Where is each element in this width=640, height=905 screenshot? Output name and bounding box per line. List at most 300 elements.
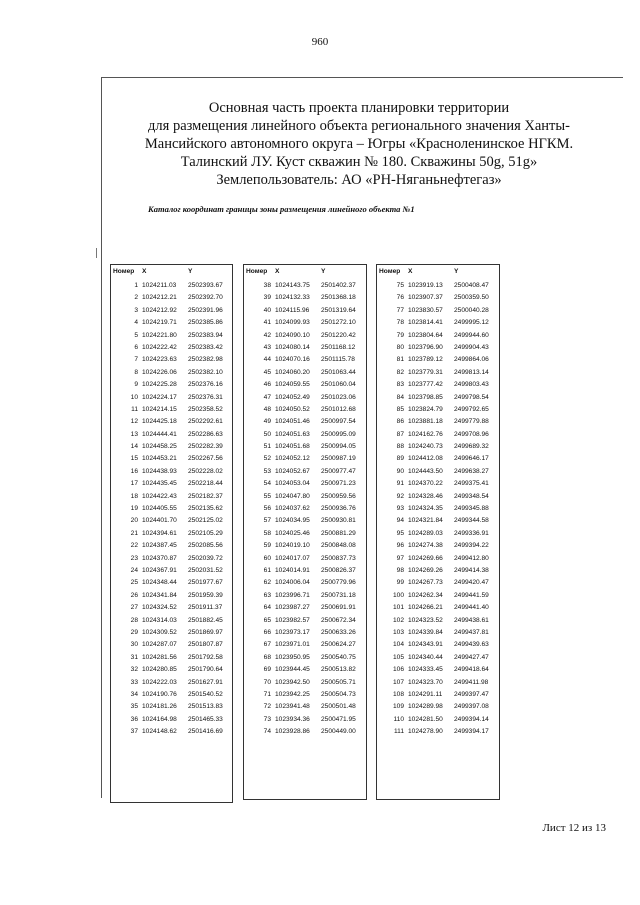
x-coordinate: 1024458.25 <box>142 443 177 451</box>
y-coordinate: 2502031.52 <box>188 566 223 574</box>
x-coordinate: 1024115.96 <box>275 306 310 314</box>
table-row <box>244 466 366 478</box>
point-number: 38 <box>263 282 271 289</box>
table-row <box>377 478 499 490</box>
table-row <box>377 429 499 441</box>
point-number: 82 <box>396 368 404 376</box>
y-coordinate: 2499438.61 <box>454 616 489 624</box>
x-coordinate: 1024405.55 <box>142 505 177 513</box>
x-coordinate: 1024341.84 <box>142 591 177 599</box>
table-row <box>244 577 366 589</box>
margin-tick <box>96 248 97 258</box>
x-coordinate: 1024370.22 <box>408 480 443 488</box>
point-number: 44 <box>263 356 271 364</box>
y-coordinate: 2502382.10 <box>188 368 223 376</box>
y-coordinate: 2499638.27 <box>454 467 489 475</box>
header-number: Номер <box>246 268 268 275</box>
x-coordinate: 1023987.27 <box>275 604 310 612</box>
y-coordinate: 2500731.18 <box>321 591 356 599</box>
table-row <box>377 292 499 304</box>
x-coordinate: 1023798.85 <box>408 393 443 401</box>
title-line: Мансийского автономного округа – Югры «Красноленинское НГКМ. <box>144 136 574 152</box>
y-coordinate: 2499375.41 <box>454 480 489 488</box>
table-row <box>111 553 232 565</box>
x-coordinate: 1024070.16 <box>275 356 310 364</box>
x-coordinate: 1024323.52 <box>408 616 443 624</box>
y-coordinate: 2502135.62 <box>188 505 223 513</box>
y-coordinate: 2502267.56 <box>188 455 223 463</box>
table-row <box>111 441 232 453</box>
table-row <box>377 392 499 404</box>
point-number: 27 <box>130 604 138 612</box>
x-coordinate: 1024453.21 <box>142 455 177 463</box>
table-row <box>377 330 499 342</box>
y-coordinate: 2502182.37 <box>188 492 223 500</box>
y-coordinate: 2501272.10 <box>321 319 356 327</box>
y-coordinate: 2502039.72 <box>188 554 223 562</box>
table-row <box>111 565 232 577</box>
table-row <box>244 627 366 639</box>
table-row <box>244 602 366 614</box>
x-coordinate: 1024262.34 <box>408 591 443 599</box>
point-number: 10 <box>130 393 138 401</box>
y-coordinate: 2499792.65 <box>454 405 489 413</box>
x-coordinate: 1024281.56 <box>142 653 177 661</box>
point-number: 62 <box>263 579 271 587</box>
y-coordinate: 2499646.17 <box>454 455 489 463</box>
point-number: 65 <box>263 616 271 624</box>
x-coordinate: 1024050.52 <box>275 405 310 413</box>
point-number: 85 <box>396 405 404 413</box>
y-coordinate: 2499418.64 <box>454 666 489 674</box>
table-row <box>244 392 366 404</box>
table-row <box>377 553 499 565</box>
x-coordinate: 1024281.50 <box>408 715 443 723</box>
point-number: 11 <box>131 405 138 413</box>
table-row <box>111 317 232 329</box>
sheet-label: Лист 12 из 13 <box>542 822 606 834</box>
x-coordinate: 1023934.36 <box>275 715 310 723</box>
point-number: 86 <box>396 418 404 426</box>
point-number: 8 <box>134 368 138 376</box>
y-coordinate: 2499427.47 <box>454 653 489 661</box>
x-coordinate: 1024190.76 <box>142 690 177 698</box>
x-coordinate: 1023996.71 <box>275 591 310 599</box>
x-coordinate: 1023919.13 <box>408 282 443 289</box>
point-number: 88 <box>396 443 404 451</box>
point-number: 46 <box>263 381 271 389</box>
y-coordinate: 2500633.26 <box>321 628 356 636</box>
y-coordinate: 2499708.96 <box>454 430 489 438</box>
point-number: 17 <box>130 480 138 488</box>
x-coordinate: 1024333.45 <box>408 666 443 674</box>
y-coordinate: 2499995.12 <box>454 319 489 327</box>
x-coordinate: 1024370.87 <box>142 554 177 562</box>
point-number: 61 <box>263 566 271 574</box>
point-number: 89 <box>396 455 404 463</box>
x-coordinate: 1024052.12 <box>275 455 310 463</box>
y-coordinate: 2501513.83 <box>188 703 223 711</box>
table-row <box>111 677 232 689</box>
y-coordinate: 2500848.08 <box>321 542 356 550</box>
point-number: 24 <box>130 566 138 574</box>
x-coordinate: 1024321.84 <box>408 517 443 525</box>
x-coordinate: 1023942.50 <box>275 678 310 686</box>
x-coordinate: 1024222.03 <box>142 678 177 686</box>
table-row <box>111 367 232 379</box>
x-coordinate: 1024387.45 <box>142 542 177 550</box>
point-number: 71 <box>263 690 271 698</box>
table-row <box>244 317 366 329</box>
point-number: 55 <box>263 492 271 500</box>
table-row <box>244 342 366 354</box>
table-row <box>377 540 499 552</box>
x-coordinate: 1024037.62 <box>275 505 310 513</box>
y-coordinate: 2500504.73 <box>321 690 356 698</box>
x-coordinate: 1023830.57 <box>408 306 443 314</box>
table-row <box>244 367 366 379</box>
table-row <box>244 404 366 416</box>
table-row <box>377 639 499 651</box>
y-coordinate: 2502125.02 <box>188 517 223 525</box>
y-coordinate: 2499420.47 <box>454 579 489 587</box>
table-body <box>244 279 366 738</box>
x-coordinate: 1024212.92 <box>142 306 177 314</box>
y-coordinate: 2499439.63 <box>454 641 489 649</box>
point-number: 72 <box>263 703 271 711</box>
x-coordinate: 1024226.06 <box>142 368 177 376</box>
point-number: 22 <box>130 542 138 550</box>
point-number: 43 <box>263 343 271 351</box>
point-number: 29 <box>130 628 138 636</box>
table-row <box>111 726 232 738</box>
x-coordinate: 1024053.04 <box>275 480 310 488</box>
point-number: 109 <box>392 703 404 711</box>
x-coordinate: 1024224.17 <box>142 393 177 401</box>
point-number: 97 <box>396 554 404 562</box>
x-coordinate: 1023928.86 <box>275 728 310 736</box>
point-number: 60 <box>263 554 271 562</box>
page-number: 960 <box>311 36 329 48</box>
header-x: X <box>142 268 147 275</box>
point-number: 105 <box>392 653 404 661</box>
x-coordinate: 1024162.76 <box>408 430 443 438</box>
point-number: 78 <box>396 319 404 327</box>
table-row <box>111 503 232 515</box>
point-number: 9 <box>134 381 138 389</box>
point-number: 42 <box>263 331 271 339</box>
point-number: 106 <box>392 666 404 674</box>
table-row <box>244 590 366 602</box>
y-coordinate: 2502385.86 <box>188 319 223 327</box>
y-coordinate: 2499345.88 <box>454 505 489 513</box>
point-number: 95 <box>396 529 404 537</box>
x-coordinate: 1023779.31 <box>408 368 443 376</box>
y-coordinate: 2499344.58 <box>454 517 489 525</box>
table-row <box>244 453 366 465</box>
point-number: 23 <box>130 554 138 562</box>
x-coordinate: 1024314.03 <box>142 616 177 624</box>
point-number: 57 <box>263 517 271 525</box>
y-coordinate: 2502358.52 <box>188 405 223 413</box>
point-number: 75 <box>396 282 404 289</box>
x-coordinate: 1024221.80 <box>142 331 177 339</box>
point-number: 68 <box>263 653 271 661</box>
point-number: 49 <box>263 418 271 426</box>
y-coordinate: 2500540.75 <box>321 653 356 661</box>
table-row <box>244 379 366 391</box>
x-coordinate: 1023796.90 <box>408 343 443 351</box>
point-number: 13 <box>130 430 138 438</box>
x-coordinate: 1024267.73 <box>408 579 443 587</box>
table-row <box>377 280 499 292</box>
point-number: 15 <box>130 455 138 463</box>
point-number: 100 <box>392 591 404 599</box>
x-coordinate: 1023804.64 <box>408 331 443 339</box>
point-number: 59 <box>263 542 271 550</box>
y-coordinate: 2501402.37 <box>321 282 356 289</box>
x-coordinate: 1024059.55 <box>275 381 310 389</box>
y-coordinate: 2499397.08 <box>454 703 489 711</box>
x-coordinate: 1024323.70 <box>408 678 443 686</box>
table-row <box>377 305 499 317</box>
y-coordinate: 2502085.56 <box>188 542 223 550</box>
point-number: 63 <box>263 591 271 599</box>
x-coordinate: 1024309.52 <box>142 628 177 636</box>
x-coordinate: 1023944.45 <box>275 666 310 674</box>
table-row <box>244 305 366 317</box>
x-coordinate: 1024025.46 <box>275 529 310 537</box>
y-coordinate: 2500930.81 <box>321 517 356 525</box>
table-row <box>111 491 232 503</box>
table-row <box>111 664 232 676</box>
table-row <box>244 664 366 676</box>
y-coordinate: 2499944.60 <box>454 331 489 339</box>
table-row <box>244 639 366 651</box>
y-coordinate: 2499437.81 <box>454 628 489 636</box>
table-row <box>377 677 499 689</box>
y-coordinate: 2502383.42 <box>188 343 223 351</box>
x-coordinate: 1024340.44 <box>408 653 443 661</box>
point-number: 76 <box>396 294 404 302</box>
y-coordinate: 2502376.16 <box>188 381 223 389</box>
table-row <box>111 280 232 292</box>
point-number: 41 <box>263 319 271 327</box>
table-header <box>377 265 499 279</box>
y-coordinate: 2501911.37 <box>188 604 223 612</box>
x-coordinate: 1024287.07 <box>142 641 177 649</box>
y-coordinate: 2502105.29 <box>188 529 223 537</box>
table-row <box>111 689 232 701</box>
coordinates-table-1 <box>110 264 233 803</box>
y-coordinate: 2500881.29 <box>321 529 356 537</box>
table-row <box>111 615 232 627</box>
point-number: 84 <box>396 393 404 401</box>
table-row <box>244 354 366 366</box>
x-coordinate: 1024212.21 <box>142 294 177 302</box>
table-row <box>111 379 232 391</box>
table-row <box>111 453 232 465</box>
point-number: 3 <box>134 306 138 314</box>
catalog-caption: Каталог координат границы зоны размещения линейного объекта №1 <box>148 204 415 214</box>
table-row <box>244 714 366 726</box>
y-coordinate: 2502393.67 <box>188 282 223 289</box>
x-coordinate: 1024090.10 <box>275 331 310 339</box>
x-coordinate: 1023881.18 <box>408 418 443 426</box>
y-coordinate: 2502383.94 <box>188 331 223 339</box>
table-row <box>111 404 232 416</box>
x-coordinate: 1024443.50 <box>408 467 443 475</box>
point-number: 26 <box>130 591 138 599</box>
title-line: для размещения линейного объекта регионального значения Ханты- <box>148 118 570 134</box>
table-row <box>244 503 366 515</box>
table-row <box>377 354 499 366</box>
header-number: Номер <box>113 268 135 275</box>
point-number: 6 <box>134 343 138 351</box>
point-number: 50 <box>263 430 271 438</box>
x-coordinate: 1024348.44 <box>142 579 177 587</box>
table-row <box>244 429 366 441</box>
point-number: 19 <box>130 505 138 513</box>
point-number: 87 <box>396 430 404 438</box>
point-number: 67 <box>263 641 271 649</box>
x-coordinate: 1024412.08 <box>408 455 443 463</box>
y-coordinate: 2499348.54 <box>454 492 489 500</box>
y-coordinate: 2500505.71 <box>321 678 356 686</box>
table-row <box>377 528 499 540</box>
x-coordinate: 1023971.01 <box>275 641 310 649</box>
y-coordinate: 2501319.64 <box>321 306 356 314</box>
point-number: 81 <box>396 356 404 364</box>
point-number: 30 <box>130 641 138 649</box>
point-number: 48 <box>263 405 271 413</box>
x-coordinate: 1024017.07 <box>275 554 310 562</box>
y-coordinate: 2499412.80 <box>454 554 489 562</box>
table-row <box>244 615 366 627</box>
header-y: Y <box>188 268 193 275</box>
y-coordinate: 2500040.28 <box>454 306 489 314</box>
table-row <box>111 627 232 639</box>
y-coordinate: 2500624.27 <box>321 641 356 649</box>
y-coordinate: 2500672.34 <box>321 616 356 624</box>
y-coordinate: 2500471.95 <box>321 715 356 723</box>
point-number: 101 <box>392 604 404 612</box>
point-number: 45 <box>263 368 271 376</box>
y-coordinate: 2499441.40 <box>454 604 489 612</box>
y-coordinate: 2500837.73 <box>321 554 356 562</box>
table-row <box>111 354 232 366</box>
y-coordinate: 2501977.67 <box>188 579 223 587</box>
point-number: 91 <box>396 480 404 488</box>
point-number: 21 <box>130 529 138 537</box>
point-number: 74 <box>263 728 271 736</box>
table-row <box>377 602 499 614</box>
table-row <box>377 367 499 379</box>
table-row <box>377 453 499 465</box>
table-row <box>244 652 366 664</box>
y-coordinate: 2501060.04 <box>321 381 356 389</box>
y-coordinate: 2500779.96 <box>321 579 356 587</box>
y-coordinate: 2500997.54 <box>321 418 356 426</box>
x-coordinate: 1023941.48 <box>275 703 310 711</box>
y-coordinate: 2501882.45 <box>188 616 223 624</box>
header-x: X <box>275 268 280 275</box>
table-row <box>377 441 499 453</box>
x-coordinate: 1024164.98 <box>142 715 177 723</box>
x-coordinate: 1024143.75 <box>275 282 310 289</box>
table-row <box>377 577 499 589</box>
table-row <box>111 577 232 589</box>
y-coordinate: 2499689.32 <box>454 443 489 451</box>
point-number: 51 <box>263 443 271 451</box>
table-row <box>377 565 499 577</box>
x-coordinate: 1024225.28 <box>142 381 177 389</box>
point-number: 80 <box>396 343 404 351</box>
table-row <box>111 639 232 651</box>
point-number: 107 <box>392 678 404 686</box>
y-coordinate: 2501416.69 <box>188 728 223 736</box>
coordinates-table-2 <box>243 264 367 800</box>
point-number: 103 <box>392 628 404 636</box>
y-coordinate: 2499397.47 <box>454 690 489 698</box>
point-number: 64 <box>263 604 271 612</box>
coordinates-table-3 <box>376 264 500 800</box>
y-coordinate: 2501959.39 <box>188 591 223 599</box>
y-coordinate: 2499411.98 <box>454 678 489 686</box>
table-row <box>111 305 232 317</box>
table-row <box>244 701 366 713</box>
point-number: 28 <box>130 616 138 624</box>
x-coordinate: 1024019.10 <box>275 542 310 550</box>
x-coordinate: 1024291.11 <box>408 690 443 698</box>
table-row <box>377 726 499 738</box>
table-row <box>377 379 499 391</box>
y-coordinate: 2501368.18 <box>321 294 356 302</box>
table-row <box>244 689 366 701</box>
table-row <box>111 701 232 713</box>
table-row <box>111 515 232 527</box>
x-coordinate: 1024014.91 <box>275 566 310 574</box>
x-coordinate: 1024278.90 <box>408 728 443 736</box>
y-coordinate: 2500826.37 <box>321 566 356 574</box>
table-row <box>111 342 232 354</box>
table-row <box>377 416 499 428</box>
y-coordinate: 2500959.56 <box>321 492 356 500</box>
x-coordinate: 1024052.67 <box>275 467 310 475</box>
point-number: 102 <box>392 616 404 624</box>
table-row <box>377 404 499 416</box>
table-row <box>377 714 499 726</box>
point-number: 53 <box>263 467 271 475</box>
x-coordinate: 1024051.68 <box>275 443 310 451</box>
header-x: X <box>408 268 413 275</box>
y-coordinate: 2499336.91 <box>454 529 489 537</box>
x-coordinate: 1024394.61 <box>142 529 177 537</box>
y-coordinate: 2499904.43 <box>454 343 489 351</box>
point-number: 96 <box>396 542 404 550</box>
y-coordinate: 2500977.47 <box>321 467 356 475</box>
x-coordinate: 1024148.62 <box>142 728 177 736</box>
y-coordinate: 2499394.22 <box>454 542 489 550</box>
y-coordinate: 2500987.19 <box>321 455 356 463</box>
point-number: 1 <box>134 282 138 289</box>
y-coordinate: 2502382.98 <box>188 356 223 364</box>
table-row <box>377 627 499 639</box>
y-coordinate: 2502391.96 <box>188 306 223 314</box>
y-coordinate: 2500513.82 <box>321 666 356 674</box>
table-row <box>244 553 366 565</box>
y-coordinate: 2502218.44 <box>188 480 223 488</box>
